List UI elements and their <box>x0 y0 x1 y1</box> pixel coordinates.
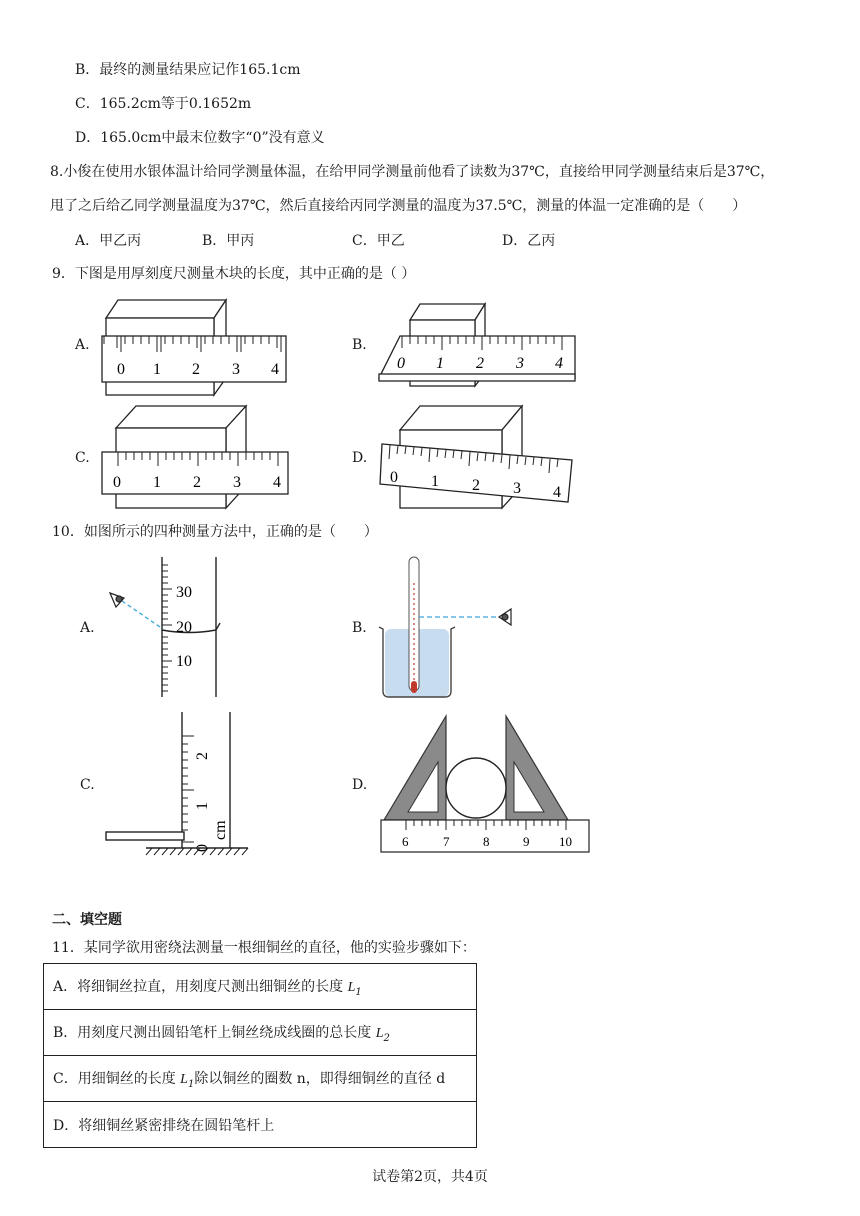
q9-label-b: B. <box>352 337 367 353</box>
eye-icon <box>499 609 511 625</box>
q9c-tick-1: 1 <box>153 474 161 491</box>
q10-label-c: C. <box>80 777 95 793</box>
q9-figure-b <box>375 298 585 393</box>
q10-stem: 10．如图所示的四种测量方法中，正确的是（ ） <box>52 524 378 540</box>
q9d-tick-0: 0 <box>390 469 398 486</box>
step-d: D．将细铜丝紧密排绕在圆铅笔杆上 <box>44 1102 477 1148</box>
q10c-tick-1: 1 <box>194 802 211 810</box>
q11-steps-table <box>43 963 477 1148</box>
q10d-tick-10: 10 <box>559 834 572 849</box>
q9a-tick-4: 4 <box>271 361 279 378</box>
q9a-tick-3: 3 <box>232 361 240 378</box>
table-row <box>44 1056 477 1102</box>
q9-stem: 9．下图是用厚刻度尺测量木块的长度，其中正确的是（ ） <box>52 266 416 282</box>
q10-figure-c <box>100 710 260 860</box>
q9b-tick-3: 3 <box>516 355 524 372</box>
q9-label-c: C. <box>75 450 90 466</box>
q10-label-a: A. <box>80 620 95 636</box>
q10a-tick-10: 10 <box>176 653 192 670</box>
q10d-tick-9: 9 <box>523 834 530 849</box>
q9d-tick-3: 3 <box>513 480 521 497</box>
q10-figure-a <box>100 555 230 700</box>
q8-option-b: B．甲丙 <box>202 233 255 249</box>
step-a: A．将细铜丝拉直，用刻度尺测出细铜丝的长度 $L_1$ <box>44 964 477 1010</box>
table-row <box>44 1010 477 1056</box>
q9a-tick-0: 0 <box>117 361 125 378</box>
q11-stem: 11．某同学欲用密绕法测量一根细铜丝的直径，他的实验步骤如下： <box>52 940 476 956</box>
q10d-tick-8: 8 <box>483 834 490 849</box>
q9d-tick-1: 1 <box>431 473 439 490</box>
q9a-tick-2: 2 <box>192 361 200 378</box>
table-row <box>44 964 477 1010</box>
q9b-tick-4: 4 <box>555 355 563 372</box>
q8-option-a: A．甲乙丙 <box>75 233 142 249</box>
q9c-tick-3: 3 <box>233 474 241 491</box>
q10a-tick-30: 30 <box>176 584 192 601</box>
q9-figure-c <box>96 402 296 510</box>
q9-label-d: D. <box>352 450 368 466</box>
q9d-tick-4: 4 <box>553 484 561 501</box>
q7-option-d: D．165.0cm中最末位数字“0”没有意义 <box>75 130 325 146</box>
q10a-tick-20: 20 <box>176 619 192 636</box>
q9b-tick-1: 1 <box>436 355 444 372</box>
q9c-tick-4: 4 <box>273 474 281 491</box>
q8-stem-line1: 8.小俊在使用水银体温计给同学测量体温，在给甲同学测量前他看了读数为37℃，直接给甲同学测量结束后是37℃， <box>50 164 775 180</box>
q10-label-d: D. <box>352 777 368 793</box>
q10c-tick-2: 2 <box>194 752 211 760</box>
q10d-tick-6: 6 <box>402 834 409 849</box>
q9-figure-d <box>376 402 576 510</box>
q10-figure-d <box>378 712 592 857</box>
q9b-tick-0: 0 <box>397 355 405 372</box>
q10-figure-b <box>375 553 525 703</box>
q9c-tick-2: 2 <box>193 474 201 491</box>
q8-stem-line2: 甩了之后给乙同学测量温度为37℃，然后直接给丙同学测量的温度为37.5℃，测量的体温一定准确的是（ ） <box>50 198 747 214</box>
q7-option-b: B．最终的测量结果应记作165.1cm <box>75 62 301 78</box>
q9c-tick-0: 0 <box>113 474 121 491</box>
q9a-tick-1: 1 <box>153 361 161 378</box>
q9-figure-a <box>96 292 296 397</box>
q9-label-a: A. <box>75 337 90 353</box>
q9d-tick-2: 2 <box>472 477 480 494</box>
q8-option-c: C．甲乙 <box>352 233 405 249</box>
step-c: C．用细铜丝的长度 $L_1$除以铜丝的圈数 n，即得细铜丝的直径 d <box>44 1056 477 1102</box>
section-title: 二、填空题 <box>52 912 122 928</box>
q10-label-b: B. <box>352 620 367 636</box>
table-row <box>44 1102 477 1148</box>
q10d-tick-7: 7 <box>443 834 450 849</box>
q7-option-c: C．165.2cm等于0.1652m <box>75 96 252 112</box>
page-footer: 试卷第2页，共4页 <box>372 1169 488 1185</box>
step-b: B．用刻度尺测出圆铅笔杆上铜丝绕成线圈的总长度 $L_2$ <box>44 1010 477 1056</box>
q8-option-d: D．乙丙 <box>502 233 556 249</box>
q10c-unit: cm <box>212 820 229 840</box>
q9b-tick-2: 2 <box>476 355 484 372</box>
eye-icon <box>110 593 124 607</box>
q10c-tick-0: 0 <box>194 844 211 852</box>
